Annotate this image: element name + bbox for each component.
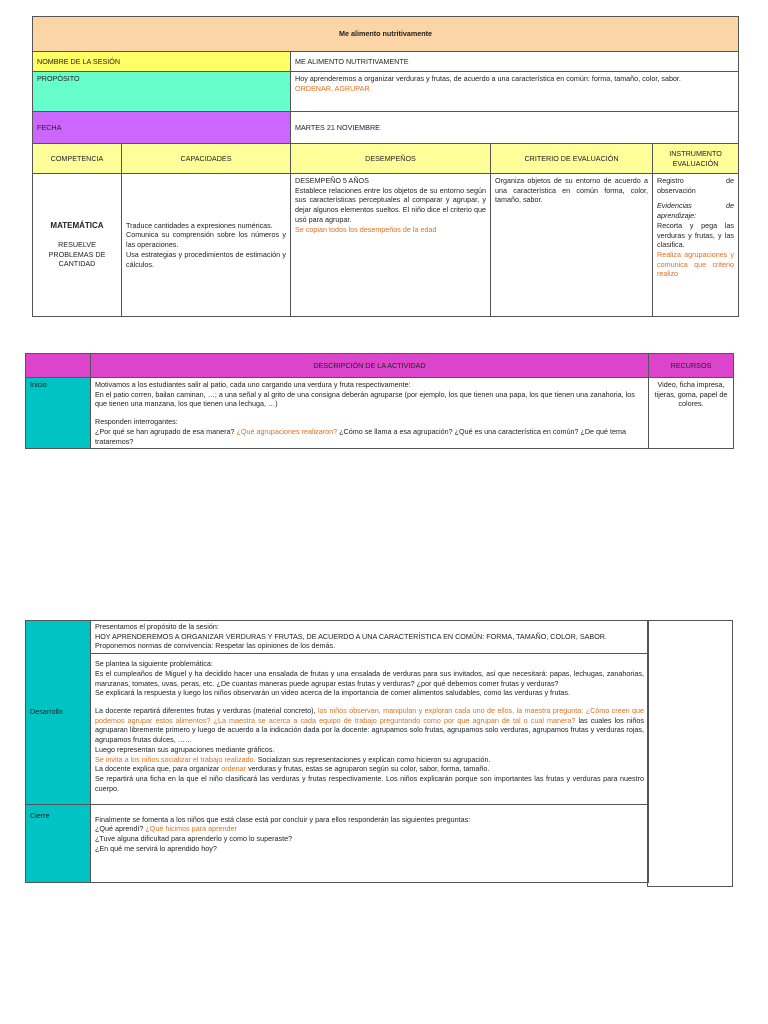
instrumento-text: Recorta y pega las verduras y frutas, y las clasifica. <box>657 220 735 250</box>
text-span: Socializan sus representaciones y explican como hicieron su agrupación. <box>257 754 491 764</box>
question-highlight: ¿Qué agrupaciones realizaron? <box>236 426 338 436</box>
question: ¿Por qué se han agrupado de esa manera? <box>95 426 235 436</box>
desempeno-text: Establece relaciones entre los objetos de su entorno según sus características perceptuales al comparar y agrupar, y dejar algunos elementos sueltos. El niño dice el criterio que usó para agrupar. <box>295 185 486 224</box>
text-span: La docente explica que, para organizar <box>95 764 220 774</box>
inicio-cell <box>91 378 649 449</box>
instrumento-evidencias: Evidencias de aprendizaje: <box>657 201 735 221</box>
session-title: Me alimento nutritivamente <box>33 17 739 52</box>
cierre-text: Finalmente se fomenta a los niños que está clase está por concluir y para ellos responderán las siguientes preguntas: <box>95 814 471 824</box>
question: ¿Cómo se llama a esa agrupación? ¿Qué es una característica en común? ¿De qué tema trataremos? <box>95 426 627 446</box>
competencia-name: RESUELVE PROBLEMAS DE CANTIDAD <box>48 239 106 269</box>
dev-text: Se explicará la respuesta y luego los niños observarán un video acerca de la importancia de comer alimentos saludables, como las verduras y frutas. <box>95 688 571 698</box>
instrumento-registro: Registro de observación <box>657 176 735 195</box>
header-criterio: CRITERIO DE EVALUACIÓN <box>491 144 653 174</box>
development-resources-column <box>647 620 733 887</box>
inicio-text: En el patio corren, bailan caminan, …; a una señal y al grito de una consigna deberán agruparse (por ejemplo, los que tienen una papa, los que tienen una zanahoria, los que tienen una manzana, los que tienen una lechuga, …) <box>95 389 635 409</box>
proposito-session-cell <box>91 621 649 654</box>
desempeno-note: Se copian todos los desempeños de la edad <box>295 224 437 234</box>
capacidad-item: Traduce cantidades a expresiones numéricas. <box>126 220 273 230</box>
dev-text <box>95 706 644 745</box>
header-competencia: COMPETENCIA <box>33 144 122 174</box>
inicio-questions <box>95 427 644 446</box>
dev-text: Se repartirá una ficha en la que el niño clasificará las verduras y frutas respectivamente. Los niños explicarán porque son importantes las frutas y verduras para nuestro cuerpo. <box>95 774 644 793</box>
cierre-text: ¿Tuve alguna dificultad para aprenderlo y como lo superaste? <box>95 833 293 843</box>
session-table <box>32 16 739 317</box>
desarrollo-cell <box>91 654 649 804</box>
inicio-text: Responden interrogantes: <box>95 417 178 427</box>
header-descripcion: DESCRIPCIÓN DE LA ACTIVIDAD <box>91 354 649 378</box>
instrumento-cell <box>653 174 739 317</box>
dev-text: HOY APRENDEREMOS A ORGANIZAR VERDURAS Y FRUTAS, DE ACUERDO A UNA CARACTERÍSTICA EN COMÚN: FORMA, TAMAÑO, COLOR, SABOR. <box>95 631 607 641</box>
text-span: La docente repartirá diferentes frutas y verduras (material concreto), <box>95 706 316 716</box>
proposito-label: PROPÓSITO <box>33 72 291 112</box>
desarrollo-label: Desarrollo <box>26 621 91 805</box>
instrumento-note: Realiza agrupaciones y comunica que criterio realizo <box>657 250 735 279</box>
inicio-label: Inicio <box>26 378 91 449</box>
fecha-label: FECHA <box>33 112 291 144</box>
capacidad-item: Comunica su comprensión sobre los números y las operaciones. <box>126 230 286 250</box>
competencia-area: MATEMÁTICA <box>50 221 104 231</box>
desempenos-cell <box>291 174 491 317</box>
text-span: verduras y frutas, estas se agruparon según su color, sabor, forma, tamaño. <box>248 764 490 774</box>
text-span-highlight: ordenar <box>221 764 247 774</box>
header-desempenos: DESEMPEÑOS <box>291 144 491 174</box>
desempeno-title: DESEMPEÑO 5 AÑOS <box>295 176 369 185</box>
text-span: ¿Qué aprendí? <box>95 824 144 834</box>
dev-text: Presentamos el propósito de la sesión: <box>95 622 219 631</box>
text-span: las cuales los niños agruparan libremente primero y luego de acuerdo a la indicación dada por la docente: agrupamos solo frutas, agrupamos solo verduras, agrupamos frutas y verduras rojas, agrupamos frutas dulces, …… <box>95 715 645 745</box>
dev-text <box>95 755 644 765</box>
text-span-highlight: los niños observan, manipulan y exploran cada uno de ellos, la maestra pregunta: <box>317 706 584 716</box>
proposito-highlight: ORDENAR, AGRUPAR <box>295 83 370 93</box>
cierre-text <box>95 824 644 834</box>
text-span-highlight: ¿Qué hicimos para aprender <box>145 824 237 834</box>
dev-text: Luego representan sus agrupaciones mediante gráficos. <box>95 744 275 754</box>
nombre-value: ME ALIMENTO NUTRITIVAMENTE <box>291 52 739 72</box>
fecha-value: MARTES 21 NOVIEMBRE <box>291 112 739 144</box>
text-span-highlight: Se invita a los niños socializar el trabajo realizado. <box>95 754 256 764</box>
cierre-label: Cierre <box>26 804 91 882</box>
header-recursos: RECURSOS <box>649 354 734 378</box>
development-table <box>25 620 649 883</box>
activity-table <box>25 353 734 449</box>
capacidades-cell <box>122 174 291 317</box>
dev-text: Proponemos normas de convivencia: Respetar las opiniones de los demás. <box>95 641 336 651</box>
cierre-text: ¿En qué me servirá lo aprendido hoy? <box>95 843 217 853</box>
dev-text: Se plantea la siguiente problemática: <box>95 659 213 669</box>
header-capacidades: CAPACIDADES <box>122 144 291 174</box>
recursos-cell: Video, ficha impresa, tijeras, goma, papel de colores. <box>649 378 734 449</box>
dev-text <box>95 764 644 774</box>
dev-text: Es el cumpleaños de Miguel y ha decidido hacer una ensalada de frutas y una ensalada de verduras para sus invitados, así que necesitará: papas, lechugas, zanahorias, manzanas, tomates, uvas, peras, etc. ¿De cuantas maneras puede agrupar estas frutas y verduras? ¿por qué debemos comer frutas y verduras? <box>95 668 644 688</box>
cierre-cell <box>91 804 649 882</box>
inicio-text: Motivamos a los estudiantes salir al patio, cada uno cargando una verdura y fruta respectivamente: <box>95 380 411 389</box>
proposito-value <box>291 72 739 112</box>
criterio-cell: Organiza objetos de su entorno de acuerdo a una característica en común forma, color, tamaño, sabor. <box>491 174 653 317</box>
proposito-text: Hoy aprenderemos a organizar verduras y frutas, de acuerdo a una característica en común: forma, tamaño, color, sabor. <box>295 74 681 83</box>
text-span-highlight: ¿Cómo creen que podemos agrupar estos alimentos? ¿La maestra se acerca a cada equipo de trabajo preguntando como por que agrupan de tal o cual manera? <box>95 706 645 725</box>
header-instrumento: INSTRUMENTO EVALUACIÓN <box>653 144 739 174</box>
nombre-label: NOMBRE DE LA SESIÓN <box>33 52 291 72</box>
capacidad-item: Usa estrategias y procedimientos de estimación y cálculos. <box>126 249 286 269</box>
competencia-cell <box>33 174 122 317</box>
